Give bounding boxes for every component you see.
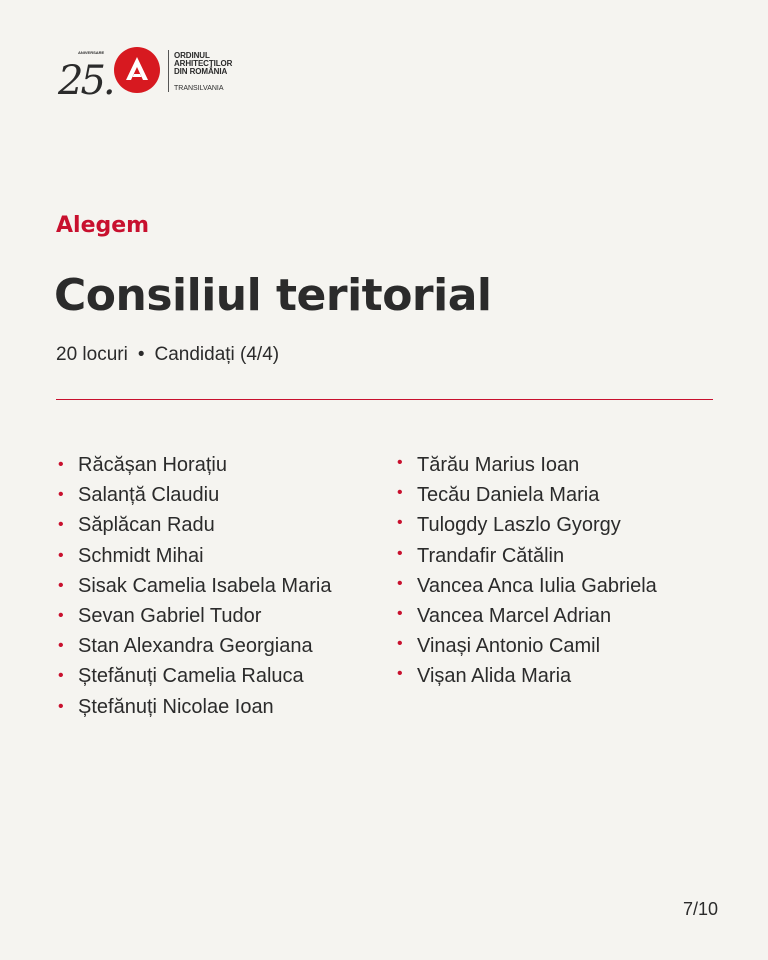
candidate-name: Tecău Daniela Maria	[417, 484, 600, 507]
list-item	[395, 513, 657, 543]
candidate-name: Vișan Alida Maria	[417, 665, 572, 688]
oar-emblem-icon	[114, 47, 160, 93]
bullet: •	[58, 516, 64, 534]
bullet: •	[397, 635, 403, 653]
logo-divider	[168, 50, 169, 92]
list-item	[56, 695, 331, 725]
list-item	[395, 453, 657, 483]
bullet: •	[58, 637, 64, 655]
list-item	[56, 483, 331, 513]
bullet: •	[58, 576, 64, 594]
bullet: •	[397, 574, 403, 592]
bullet: •	[397, 454, 403, 471]
anniversary-25-logo	[56, 44, 120, 100]
anniversary-number: 25.	[58, 58, 113, 100]
list-item	[395, 483, 657, 513]
list-item	[56, 574, 331, 604]
bullet: •	[397, 514, 403, 532]
candidate-name: Vancea Marcel Adrian	[417, 604, 612, 627]
bullet: •	[58, 486, 64, 504]
list-item	[395, 634, 657, 664]
divider-rule	[56, 399, 713, 400]
list-item	[395, 604, 657, 634]
list-item	[56, 634, 331, 664]
candidate-name: Răcășan Horațiu	[78, 454, 227, 476]
subtitle	[56, 344, 279, 366]
bullet: •	[397, 604, 403, 622]
candidate-name: Tărău Marius Ioan	[417, 454, 580, 476]
candidate-name: Vinași Antonio Camil	[417, 635, 601, 658]
candidate-name: Ștefănuți Camelia Raluca	[78, 665, 304, 688]
list-item	[56, 604, 331, 634]
list-item	[395, 664, 657, 694]
logo-org-line2: ARHITECȚILOR	[174, 59, 233, 68]
anniversary-caption: ANIVERSARE	[78, 50, 105, 55]
candidate-name: Trandafir Cătălin	[417, 544, 565, 567]
bullet: •	[58, 456, 64, 473]
list-item	[395, 544, 657, 574]
logo-region: TRANSILVANIA	[174, 85, 224, 92]
logo-org-name	[174, 52, 232, 76]
bullet: •	[58, 697, 64, 715]
candidates-list-right	[395, 453, 657, 695]
candidates-count: Candidați (4/4)	[154, 344, 280, 365]
candidate-name: Stan Alexandra Georgiana	[78, 635, 313, 658]
candidate-name: Salanță Claudiu	[78, 484, 220, 507]
list-item	[56, 664, 331, 694]
candidate-name: Vancea Anca Iulia Gabriela	[417, 574, 657, 597]
seats-count: 20 locuri	[56, 344, 128, 365]
bullet: •	[58, 667, 64, 685]
logo-org-line1: ORDINUL	[174, 51, 210, 60]
candidate-name: Ștefănuți Nicolae Ioan	[78, 695, 274, 718]
bullet: •	[397, 484, 403, 502]
list-item	[56, 513, 331, 543]
page-title: Consiliul teritorial	[54, 270, 492, 321]
bullet: •	[397, 665, 403, 683]
subtitle-separator: •	[137, 344, 145, 365]
bullet: •	[58, 606, 64, 624]
candidate-name: Schmidt Mihai	[78, 544, 204, 567]
candidate-name: Sisak Camelia Isabela Maria	[78, 574, 332, 597]
bullet: •	[58, 546, 64, 564]
list-item	[56, 544, 331, 574]
page-number: 7/10	[682, 899, 718, 919]
eyebrow-label: Alegem	[56, 213, 150, 238]
candidate-name: Săplăcan Radu	[78, 514, 215, 537]
logo-org-line3: DIN ROMÂNIA	[174, 67, 228, 76]
candidate-name: Sevan Gabriel Tudor	[78, 604, 262, 627]
bullet: •	[397, 544, 403, 562]
list-item	[395, 574, 657, 604]
list-item	[56, 453, 331, 483]
candidate-name: Tulogdy Laszlo Gyorgy	[417, 514, 621, 537]
logo	[56, 44, 256, 100]
candidates-list-left	[56, 453, 331, 725]
